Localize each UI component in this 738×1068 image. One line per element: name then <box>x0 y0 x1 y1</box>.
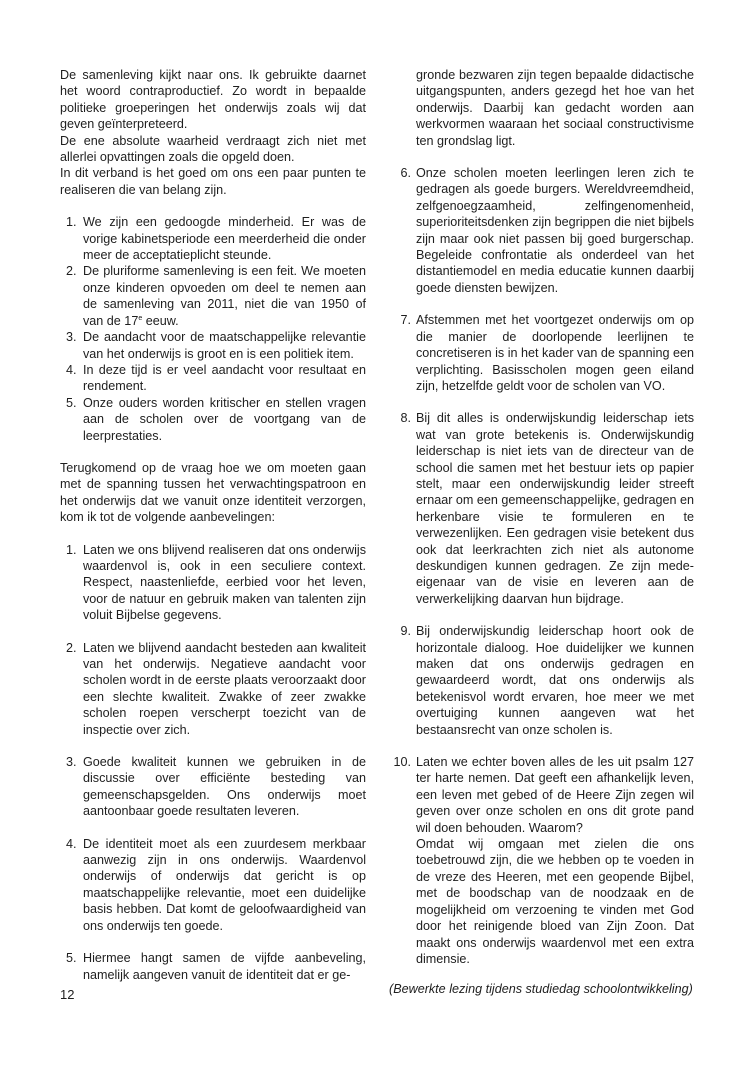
intro-paragraph-1: De samenleving kijkt naar ons. Ik gebruikte daarnet het woord contraproductief. Zo wordt in bepaalde politieke groeperingen het onderwijs zoals wij dat geven geïnterpreteerd. <box>60 68 366 132</box>
recommendations-list-left <box>60 542 366 983</box>
list-item: 2. De pluriforme samenleving is een feit. We moeten onze kinderen opvoeden om deel te nemen aan de samenleving van 2011, niet die van 1950 of van de 17e eeuw. <box>66 264 366 328</box>
list-item: 10. Laten we echter boven alles de les uit psalm 127 ter harte nemen. Dat geeft een afhankelijk leven, een leven met gebed of de Heere Zijn zegen wil geven over onze scholen en ons dit grote pand wil doen behouden. Waarom? Omdat wij omgaan met zielen die ons toebetrouwd zijn, die we hebben op te voeden in de vreze des Heeren, met een geopende Bijbel, met de boodschap van de noodzaak en de mogelijkheid om verzoening te vinden met God door het reinigende bloed van Zijn Zoon. Dat maakt ons onderwijs waardenvol met een extra dimensie. <box>393 755 694 966</box>
list-item: 2. Laten we blijvend aandacht besteden aan kwaliteit van het onderwijs. Negatieve aandacht voor scholen wordt in de eerste plaats veroorzaakt door een slechte kwaliteit. Zwakke of zeer zwakke scholen roepen verscherpt toezicht van de inspectie over zich. <box>66 640 366 737</box>
list-item: 5. Onze ouders worden kritischer en stellen vragen aan de scholen over de voortgang van de leerprestaties. <box>66 395 366 443</box>
list-item: 3. Goede kwaliteit kunnen we gebruiken in de discussie over efficiënte besteding van gemeenschapsgelden. Ons onderwijs moet aantoonbaar goede resultaten leveren. <box>66 755 366 819</box>
list-item-continuation: gronde bezwaren zijn tegen bepaalde didactische uitgangspunten, anders gezegd het hoe van het onderwijs. Daarbij kan gedacht worden aan werkvormen waaraan het sociaal constructivisme ten grondslag ligt. <box>416 68 694 148</box>
points-list <box>60 214 366 444</box>
list-item: 1. Laten we ons blijvend realiseren dat ons onderwijs waardenvol is, ook in een seculiere context. Respect, naastenliefde, eerbied voor het leven, voor de natuur en gebruik maken van talenten zijn voluit Bijbelse gegevens. <box>66 542 366 623</box>
transition-paragraph: Terugkomend op de vraag hoe we om moeten gaan met de spanning tussen het verwachtingspatroon en het onderwijs dat we vanuit onze identiteit verzorgen, kom ik tot de volgende aanbevelingen: <box>60 460 366 525</box>
list-item: 9. Bij onderwijskundig leiderschap hoort ook de horizontale dialoog. Hoe duidelijker we kunnen maken dat ons onderwijs gedragen en gewaardeerd wordt, dat ons onderwijs als betekenisvol wordt ervaren, hoe meer we met overtuiging kunnen aangeven wat het bestaansrecht van onze scholen is. <box>400 624 694 737</box>
recommendations-list-right <box>389 67 694 967</box>
intro-paragraph-3: In dit verband is het goed om ons een paar punten te realiseren die van belang zijn. <box>60 166 366 197</box>
list-item: 5. Hiermee hangt samen de vijfde aanbeveling, namelijk aangeven vanuit de identiteit dat er ge- <box>66 951 366 982</box>
list-item: 6. Onze scholen moeten leerlingen leren zich te gedragen als goede burgers. Wereldvreemdheid, zelfgenoegzaamheid, zelfingenomenheid, superioriteitsdenken zijn begrippen die niet bijbels zijn maar ook niet passen bij goed burgerschap. Begeleide confrontatie als onderdeel van het distantiemodel en media educatie kunnen daarbij goede diensten bewijzen. <box>400 166 694 295</box>
list-item: 4. De identiteit moet als een zuurdesem merkbaar aanwezig zijn in ons onderwijs. Waardenvol onderwijs of onderwijs dat gericht is op maatschappelijke relevantie, moet een duidelijke basis hebben. Dat komt de geloofwaardigheid van ons onderwijs ten goede. <box>66 836 366 933</box>
list-item: 4. In deze tijd is er veel aandacht voor resultaat en rendement. <box>66 362 366 394</box>
intro-paragraph-2: De ene absolute waarheid verdraagt zich niet met allerlei opvattingen zoals die opgeld doen. <box>60 133 366 165</box>
page-number: 12 <box>60 987 75 1002</box>
list-item: 8. Bij dit alles is onderwijskundig leiderschap iets wat van grote betekenis is. Onderwijskundig leiderschap is niet iets van de directeur van de school die samen met het bestuur iets op papier stelt, maar een onderwijskundig leider streeft ernaar om een gemeenschappelijke, gedragen en herkenbare visie te formuleren en te verwezenlijken. Een gedragen visie betekent dus ook dat leerkrachten zich niet als autonome deskundigen kunnen gedragen. Ze zijn mede-eigenaar van de visie en leveren aan de verwerkelijking daarvan hun bijdrage. <box>400 411 694 606</box>
closing-note: (Bewerkte lezing tijdens studiedag schoolontwikkeling) <box>389 982 693 997</box>
list-item: 7. Afstemmen met het voortgezet onderwijs om op die manier de doorlopende leerlijnen te concretiseren is in het kader van de spanning een verplichting. Basisscholen mogen geen eiland zijn, hetzelfde geldt voor de scholen van VO. <box>400 313 694 393</box>
list-item: 1. We zijn een gedoogde minderheid. Er was de vorige kabinetsperiode een meerderheid die onder meer de acceptatieplicht steunde. <box>66 215 366 263</box>
left-column <box>60 67 366 999</box>
right-column <box>389 67 694 998</box>
list-item: 3. De aandacht voor de maatschappelijke relevantie van het onderwijs is groot en is een politiek item. <box>66 330 366 361</box>
